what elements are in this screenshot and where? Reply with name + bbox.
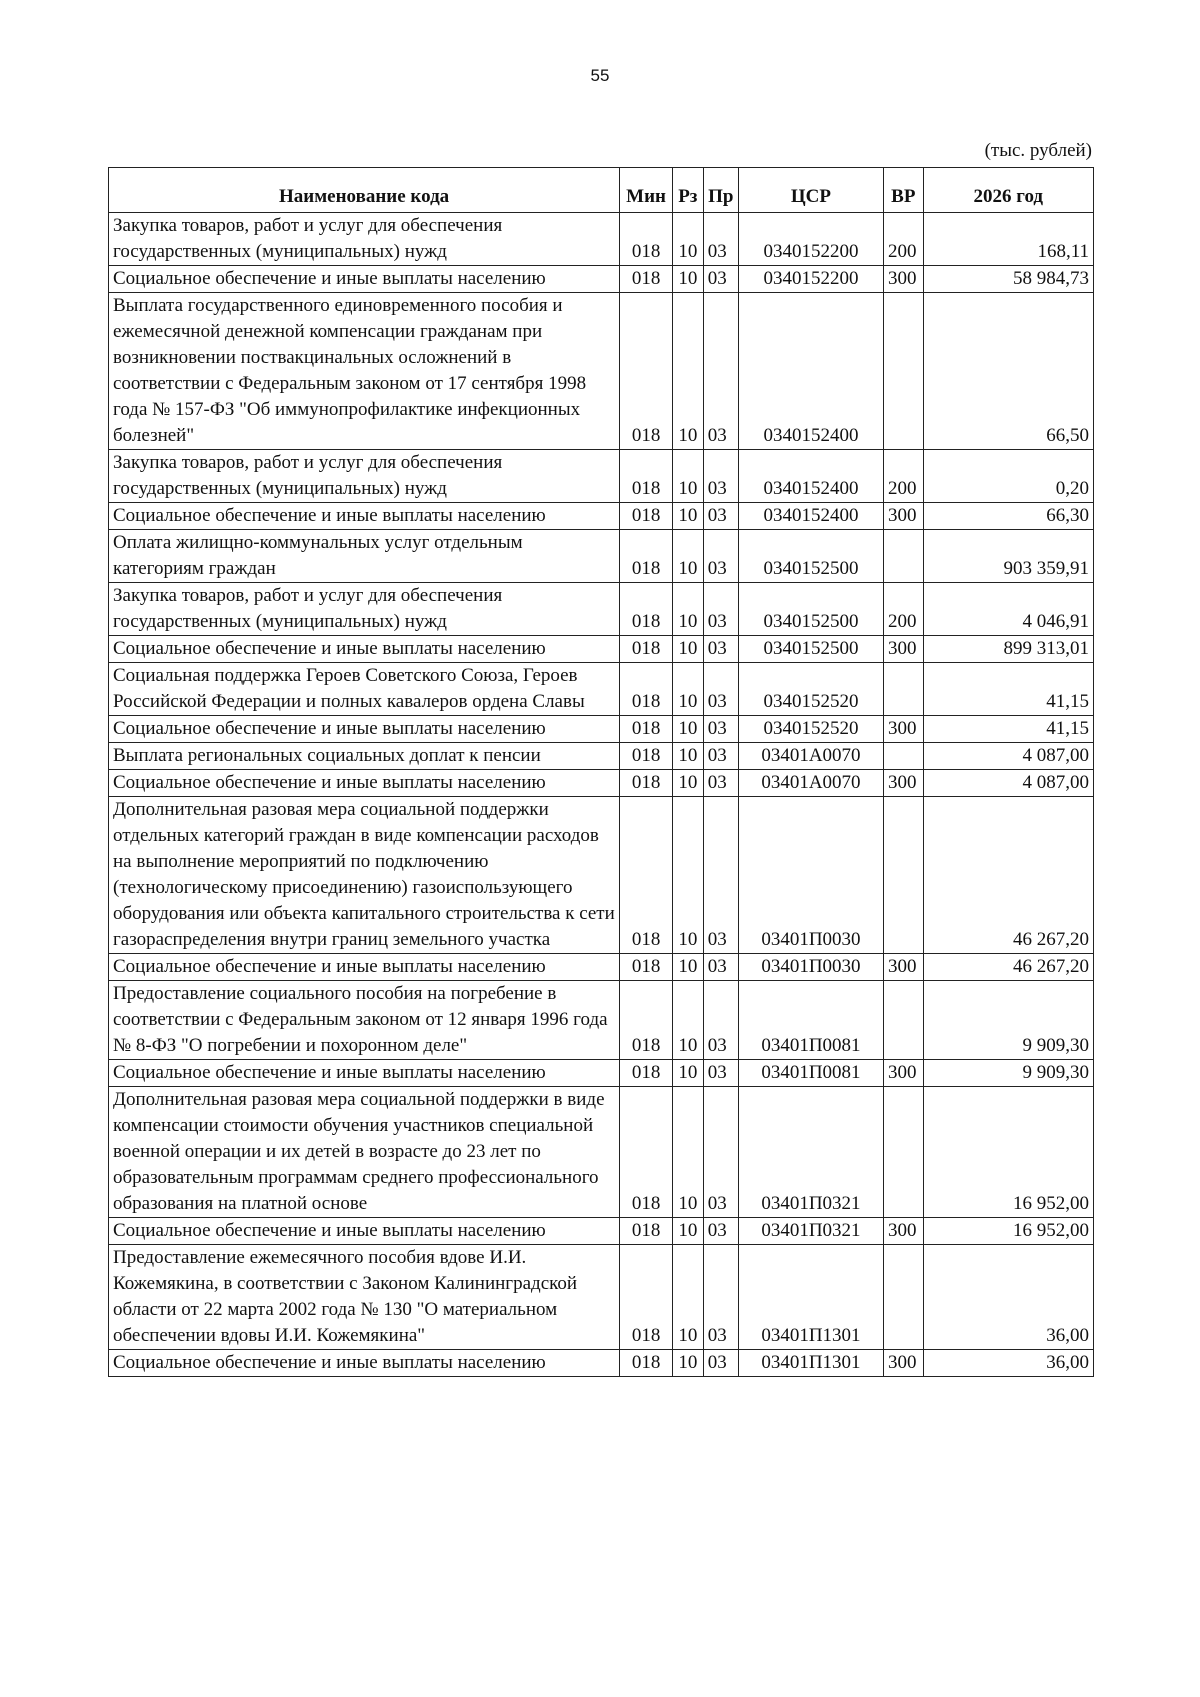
row-min: 018 <box>620 293 673 450</box>
row-min: 018 <box>620 213 673 266</box>
row-min: 018 <box>620 266 673 293</box>
row-min: 018 <box>620 716 673 743</box>
row-name: Социальное обеспечение и иные выплаты населению <box>109 1060 620 1087</box>
row-pr: 03 <box>703 293 738 450</box>
row-pr: 03 <box>703 1245 738 1350</box>
row-pr: 03 <box>703 503 738 530</box>
row-vr: 200 <box>884 583 924 636</box>
row-min: 018 <box>620 797 673 954</box>
row-rz: 10 <box>672 1350 703 1377</box>
row-min: 018 <box>620 981 673 1060</box>
row-name: Социальное обеспечение и иные выплаты населению <box>109 636 620 663</box>
row-rz: 10 <box>672 636 703 663</box>
row-rz: 10 <box>672 1060 703 1087</box>
row-rz: 10 <box>672 663 703 716</box>
row-pr: 03 <box>703 743 738 770</box>
table-row <box>109 583 1094 636</box>
table-row <box>109 716 1094 743</box>
row-vr <box>884 981 924 1060</box>
row-pr: 03 <box>703 1350 738 1377</box>
row-min: 018 <box>620 583 673 636</box>
table-row <box>109 1218 1094 1245</box>
row-vr: 300 <box>884 503 924 530</box>
row-csr: 03401П0321 <box>738 1218 883 1245</box>
row-csr: 0340152400 <box>738 450 883 503</box>
row-min: 018 <box>620 530 673 583</box>
row-csr: 03401П0081 <box>738 981 883 1060</box>
row-rz: 10 <box>672 1245 703 1350</box>
row-amount: 66,30 <box>923 503 1093 530</box>
row-rz: 10 <box>672 797 703 954</box>
row-pr: 03 <box>703 1218 738 1245</box>
row-rz: 10 <box>672 770 703 797</box>
row-name: Закупка товаров, работ и услуг для обеспечения государственных (муниципальных) нужд <box>109 213 620 266</box>
row-vr <box>884 1245 924 1350</box>
row-pr: 03 <box>703 716 738 743</box>
row-csr: 0340152520 <box>738 716 883 743</box>
table-row <box>109 450 1094 503</box>
table-row <box>109 797 1094 954</box>
row-csr: 0340152520 <box>738 663 883 716</box>
row-amount: 0,20 <box>923 450 1093 503</box>
row-csr: 03401А0070 <box>738 770 883 797</box>
row-pr: 03 <box>703 213 738 266</box>
row-min: 018 <box>620 450 673 503</box>
row-amount: 41,15 <box>923 716 1093 743</box>
row-min: 018 <box>620 743 673 770</box>
row-csr: 0340152500 <box>738 583 883 636</box>
row-name: Социальное обеспечение и иные выплаты населению <box>109 716 620 743</box>
row-vr: 300 <box>884 266 924 293</box>
row-amount: 36,00 <box>923 1245 1093 1350</box>
row-csr: 03401П1301 <box>738 1245 883 1350</box>
row-csr: 0340152400 <box>738 293 883 450</box>
row-csr: 03401П0081 <box>738 1060 883 1087</box>
row-csr: 0340152500 <box>738 530 883 583</box>
row-vr: 300 <box>884 954 924 981</box>
row-csr: 03401П0030 <box>738 797 883 954</box>
row-pr: 03 <box>703 663 738 716</box>
row-pr: 03 <box>703 636 738 663</box>
table-row <box>109 1350 1094 1377</box>
row-amount: 9 909,30 <box>923 1060 1093 1087</box>
header-pr: Пр <box>703 168 738 213</box>
row-name: Социальная поддержка Героев Советского Союза, Героев Российской Федерации и полных кавалеров ордена Славы <box>109 663 620 716</box>
row-rz: 10 <box>672 716 703 743</box>
row-name: Социальное обеспечение и иные выплаты населению <box>109 266 620 293</box>
row-name: Социальное обеспечение и иные выплаты населению <box>109 770 620 797</box>
row-name: Выплата региональных социальных доплат к пенсии <box>109 743 620 770</box>
row-name: Дополнительная разовая мера социальной поддержки отдельных категорий граждан в виде компенсации расходов на выполнение мероприятий по подключению (технологическому присоединению) газоиспользующего оборудования или объекта капитального строительства к сети газораспределения внутри границ земельного участка <box>109 797 620 954</box>
row-min: 018 <box>620 1218 673 1245</box>
row-min: 018 <box>620 503 673 530</box>
row-min: 018 <box>620 663 673 716</box>
header-csr: ЦСР <box>738 168 883 213</box>
row-vr <box>884 797 924 954</box>
row-min: 018 <box>620 770 673 797</box>
row-amount: 4 087,00 <box>923 743 1093 770</box>
row-amount: 41,15 <box>923 663 1093 716</box>
row-rz: 10 <box>672 293 703 450</box>
row-csr: 03401П1301 <box>738 1350 883 1377</box>
row-vr: 300 <box>884 1218 924 1245</box>
row-vr <box>884 743 924 770</box>
row-pr: 03 <box>703 1087 738 1218</box>
row-pr: 03 <box>703 530 738 583</box>
row-rz: 10 <box>672 530 703 583</box>
row-amount: 4 087,00 <box>923 770 1093 797</box>
header-min: Мин <box>620 168 673 213</box>
row-min: 018 <box>620 1087 673 1218</box>
table-row <box>109 954 1094 981</box>
row-vr: 200 <box>884 450 924 503</box>
row-name: Закупка товаров, работ и услуг для обеспечения государственных (муниципальных) нужд <box>109 450 620 503</box>
row-pr: 03 <box>703 981 738 1060</box>
row-vr <box>884 663 924 716</box>
table-row <box>109 663 1094 716</box>
row-pr: 03 <box>703 1060 738 1087</box>
row-rz: 10 <box>672 503 703 530</box>
header-vr: ВР <box>884 168 924 213</box>
row-min: 018 <box>620 636 673 663</box>
table-header-row <box>109 168 1094 213</box>
row-name: Предоставление социального пособия на погребение в соответствии с Федеральным законом от 12 января 1996 года № 8-ФЗ "О погребении и похоронном деле" <box>109 981 620 1060</box>
page-number: 55 <box>590 66 610 85</box>
row-rz: 10 <box>672 583 703 636</box>
row-vr: 300 <box>884 1060 924 1087</box>
row-rz: 10 <box>672 213 703 266</box>
table-row <box>109 503 1094 530</box>
row-rz: 10 <box>672 1218 703 1245</box>
row-amount: 899 313,01 <box>923 636 1093 663</box>
row-csr: 03401П0030 <box>738 954 883 981</box>
row-pr: 03 <box>703 954 738 981</box>
table-row <box>109 213 1094 266</box>
row-rz: 10 <box>672 1087 703 1218</box>
table-row <box>109 636 1094 663</box>
row-amount: 168,11 <box>923 213 1093 266</box>
row-min: 018 <box>620 1245 673 1350</box>
row-name: Дополнительная разовая мера социальной поддержки в виде компенсации стоимости обучения участников специальной военной операции и их детей в возрасте до 23 лет по образовательным программам среднего профессионального образования на платной основе <box>109 1087 620 1218</box>
row-name: Выплата государственного единовременного пособия и ежемесячной денежной компенсации гражданам при возникновении поствакцинальных осложнений в соответствии с Федеральным законом от 17 сентября 1998 года № 157-ФЗ "Об иммунопрофилактике инфекционных болезней" <box>109 293 620 450</box>
row-rz: 10 <box>672 266 703 293</box>
row-csr: 03401П0321 <box>738 1087 883 1218</box>
row-rz: 10 <box>672 743 703 770</box>
row-rz: 10 <box>672 954 703 981</box>
row-amount: 16 952,00 <box>923 1087 1093 1218</box>
row-amount: 66,50 <box>923 293 1093 450</box>
row-vr <box>884 530 924 583</box>
table-row <box>109 293 1094 450</box>
row-vr: 300 <box>884 716 924 743</box>
row-pr: 03 <box>703 797 738 954</box>
table-row <box>109 1245 1094 1350</box>
row-amount: 9 909,30 <box>923 981 1093 1060</box>
row-pr: 03 <box>703 770 738 797</box>
row-vr: 300 <box>884 1350 924 1377</box>
table-row <box>109 1060 1094 1087</box>
row-name: Предоставление ежемесячного пособия вдове И.И. Кожемякина, в соответствии с Законом Калининградской области от 22 марта 2002 года № 130 "О материальном обеспечении вдовы И.И. Кожемякина" <box>109 1245 620 1350</box>
row-pr: 03 <box>703 583 738 636</box>
table-row <box>109 1087 1094 1218</box>
row-amount: 36,00 <box>923 1350 1093 1377</box>
table-row <box>109 266 1094 293</box>
row-min: 018 <box>620 1350 673 1377</box>
row-vr <box>884 1087 924 1218</box>
row-name: Социальное обеспечение и иные выплаты населению <box>109 1218 620 1245</box>
row-amount: 58 984,73 <box>923 266 1093 293</box>
row-vr <box>884 293 924 450</box>
header-rz: Рз <box>672 168 703 213</box>
row-csr: 0340152400 <box>738 503 883 530</box>
row-name: Закупка товаров, работ и услуг для обеспечения государственных (муниципальных) нужд <box>109 583 620 636</box>
row-pr: 03 <box>703 450 738 503</box>
row-amount: 903 359,91 <box>923 530 1093 583</box>
row-csr: 0340152500 <box>738 636 883 663</box>
row-amount: 46 267,20 <box>923 954 1093 981</box>
row-vr: 300 <box>884 636 924 663</box>
row-vr: 300 <box>884 770 924 797</box>
row-amount: 16 952,00 <box>923 1218 1093 1245</box>
row-min: 018 <box>620 954 673 981</box>
table-row <box>109 981 1094 1060</box>
row-name: Оплата жилищно-коммунальных услуг отдельным категориям граждан <box>109 530 620 583</box>
header-name: Наименование кода <box>109 168 620 213</box>
row-pr: 03 <box>703 266 738 293</box>
row-rz: 10 <box>672 450 703 503</box>
table-row <box>109 530 1094 583</box>
table-row <box>109 770 1094 797</box>
row-amount: 46 267,20 <box>923 797 1093 954</box>
row-name: Социальное обеспечение и иные выплаты населению <box>109 954 620 981</box>
row-rz: 10 <box>672 981 703 1060</box>
row-name: Социальное обеспечение и иные выплаты населению <box>109 503 620 530</box>
header-year: 2026 год <box>923 168 1093 213</box>
row-csr: 03401А0070 <box>738 743 883 770</box>
budget-table <box>108 167 1094 1377</box>
row-amount: 4 046,91 <box>923 583 1093 636</box>
row-csr: 0340152200 <box>738 266 883 293</box>
table-row <box>109 743 1094 770</box>
row-csr: 0340152200 <box>738 213 883 266</box>
row-min: 018 <box>620 1060 673 1087</box>
row-name: Социальное обеспечение и иные выплаты населению <box>109 1350 620 1377</box>
units-label: (тыс. рублей) <box>984 140 1092 161</box>
row-vr: 200 <box>884 213 924 266</box>
